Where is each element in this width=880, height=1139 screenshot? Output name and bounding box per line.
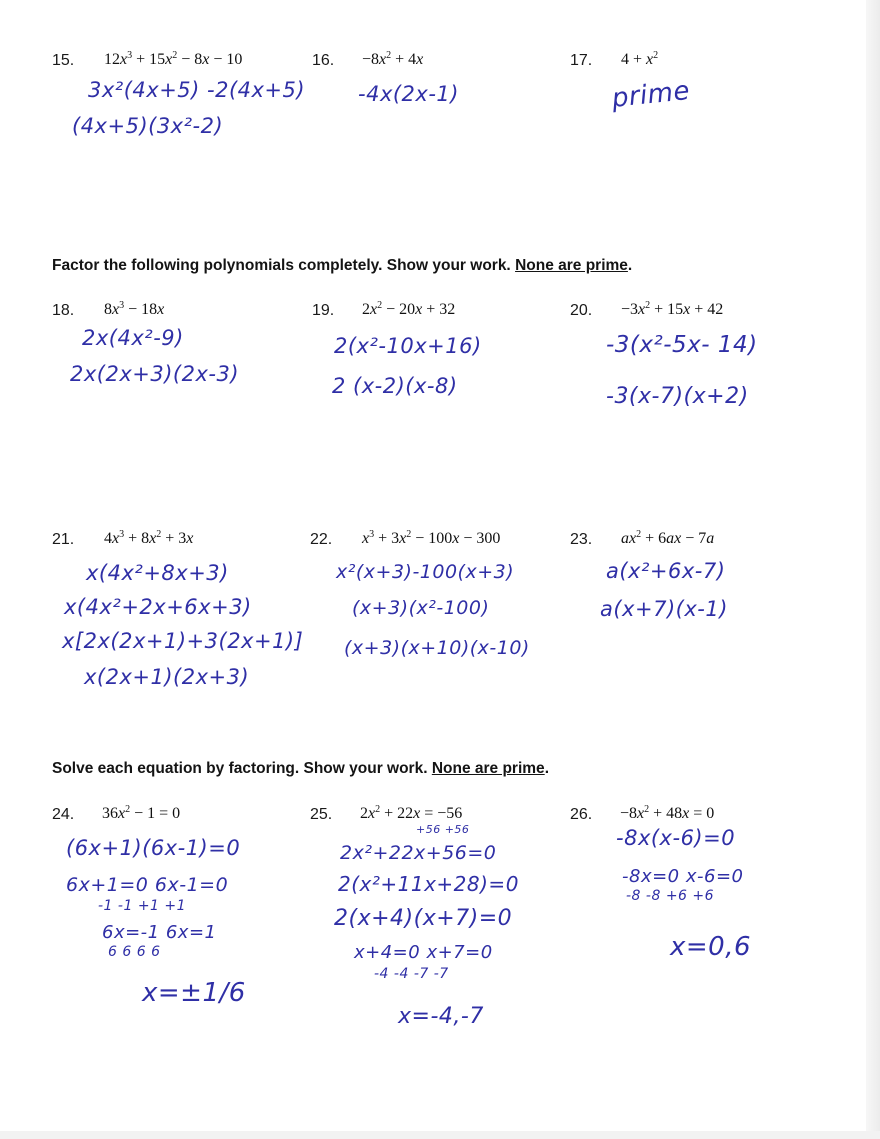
work-line: 3x²(4x+5) -2(4x+5)	[88, 78, 306, 102]
problem-expression: $36x^2 - 1 = 0$	[102, 804, 181, 822]
work-line: x+4=0 x+7=0	[354, 942, 493, 963]
problem-number: 25.	[310, 806, 333, 823]
work-line: 6 6 6 6	[108, 944, 161, 960]
problem-expression: $2x^2 - 20x + 32$	[362, 300, 456, 318]
problem-number: 20.	[570, 302, 593, 319]
problem-expression: $-3x^2 + 15x + 42$	[621, 300, 724, 318]
instruction-suffix: .	[627, 257, 633, 274]
problem-expression: $4 + x^2$	[621, 50, 659, 68]
problem-number: 16.	[312, 52, 335, 69]
problem-number: 15.	[52, 52, 75, 69]
problem-expression: $-8x^2 + 4x$	[362, 50, 424, 68]
problem-expression: $-8x^2 + 48x = 0$	[620, 804, 715, 822]
problem-number: 22.	[310, 531, 333, 548]
page-right-edge	[866, 0, 880, 1139]
work-line: 2x²+22x+56=0	[340, 842, 497, 864]
problem-number: 17.	[570, 52, 593, 69]
work-line: -3(x²-5x- 14)	[606, 332, 758, 358]
work-line: a(x²+6x-7)	[606, 559, 726, 583]
problem-number: 21.	[52, 531, 75, 548]
problem-expression: $2x^2 + 22x = -56$	[360, 804, 463, 822]
work-line: 2x(2x+3)(2x-3)	[70, 362, 240, 386]
work-line: x(2x+1)(2x+3)	[84, 665, 250, 689]
factor-instructions	[52, 257, 632, 275]
work-line: -8x(x-6)=0	[616, 826, 736, 850]
problem-expression: $8x^3 - 18x$	[104, 300, 165, 318]
work-line: -1 -1 +1 +1	[98, 898, 187, 914]
work-line: x(4x²+2x+6x+3)	[64, 595, 252, 619]
work-line: 2(x²-10x+16)	[334, 334, 482, 358]
work-line: x=0,6	[670, 932, 752, 962]
problem-number: 24.	[52, 806, 75, 823]
problem-expression: $ax^2 + 6ax - 7a$	[621, 529, 715, 547]
work-line: 2x(4x²-9)	[82, 326, 184, 350]
work-line: -3(x-7)(x+2)	[606, 384, 749, 409]
work-line: 2(x²+11x+28)=0	[338, 872, 519, 896]
instruction-emphasis: None are prime	[515, 257, 628, 274]
instruction-suffix: .	[544, 760, 549, 777]
problem-expression: $4x^3 + 8x^2 + 3x$	[104, 529, 194, 547]
problem-expression: $12x^3 + 15x^2 - 8x - 10$	[104, 50, 243, 68]
work-line: x²(x+3)-100(x+3)	[336, 561, 515, 583]
problem-expression: $x^3 + 3x^2 - 100x - 300$	[362, 529, 501, 547]
problem-number: 19.	[312, 302, 335, 319]
work-line: prime	[610, 75, 692, 114]
work-line: x=±1/6	[142, 978, 246, 1008]
work-line: (4x+5)(3x²-2)	[72, 114, 224, 138]
work-line: -4 -4 -7 -7	[374, 966, 449, 982]
work-line: +56 +56	[416, 823, 470, 836]
solve-instructions	[52, 760, 549, 778]
instruction-text: Solve each equation by factoring. Show your work.	[52, 760, 432, 777]
work-line: 2(x+4)(x+7)=0	[334, 906, 513, 931]
work-line: (x+3)(x²-100)	[352, 597, 490, 619]
work-line: 2 (x-2)(x-8)	[332, 374, 458, 398]
work-line: (6x+1)(6x-1)=0	[66, 836, 241, 860]
work-line: a(x+7)(x-1)	[600, 597, 728, 621]
work-line: x=-4,-7	[398, 1004, 484, 1029]
problem-number: 23.	[570, 531, 593, 548]
work-line: 6x=-1 6x=1	[102, 922, 217, 943]
instruction-text: Factor the following polynomials completely. Show your work.	[52, 257, 516, 274]
work-line: -8x=0 x-6=0	[622, 866, 744, 887]
instruction-emphasis: None are prime	[431, 760, 545, 777]
work-line: x(4x²+8x+3)	[86, 561, 229, 585]
work-line: -8 -8 +6 +6	[626, 888, 715, 904]
page-bottom-edge	[0, 1131, 880, 1139]
work-line: 6x+1=0 6x-1=0	[66, 874, 229, 896]
work-line: x[2x(2x+1)+3(2x+1)]	[62, 629, 304, 653]
problem-number: 26.	[570, 806, 593, 823]
problem-number: 18.	[52, 302, 75, 319]
work-line: (x+3)(x+10)(x-10)	[344, 637, 530, 659]
work-line: -4x(2x-1)	[358, 82, 459, 106]
